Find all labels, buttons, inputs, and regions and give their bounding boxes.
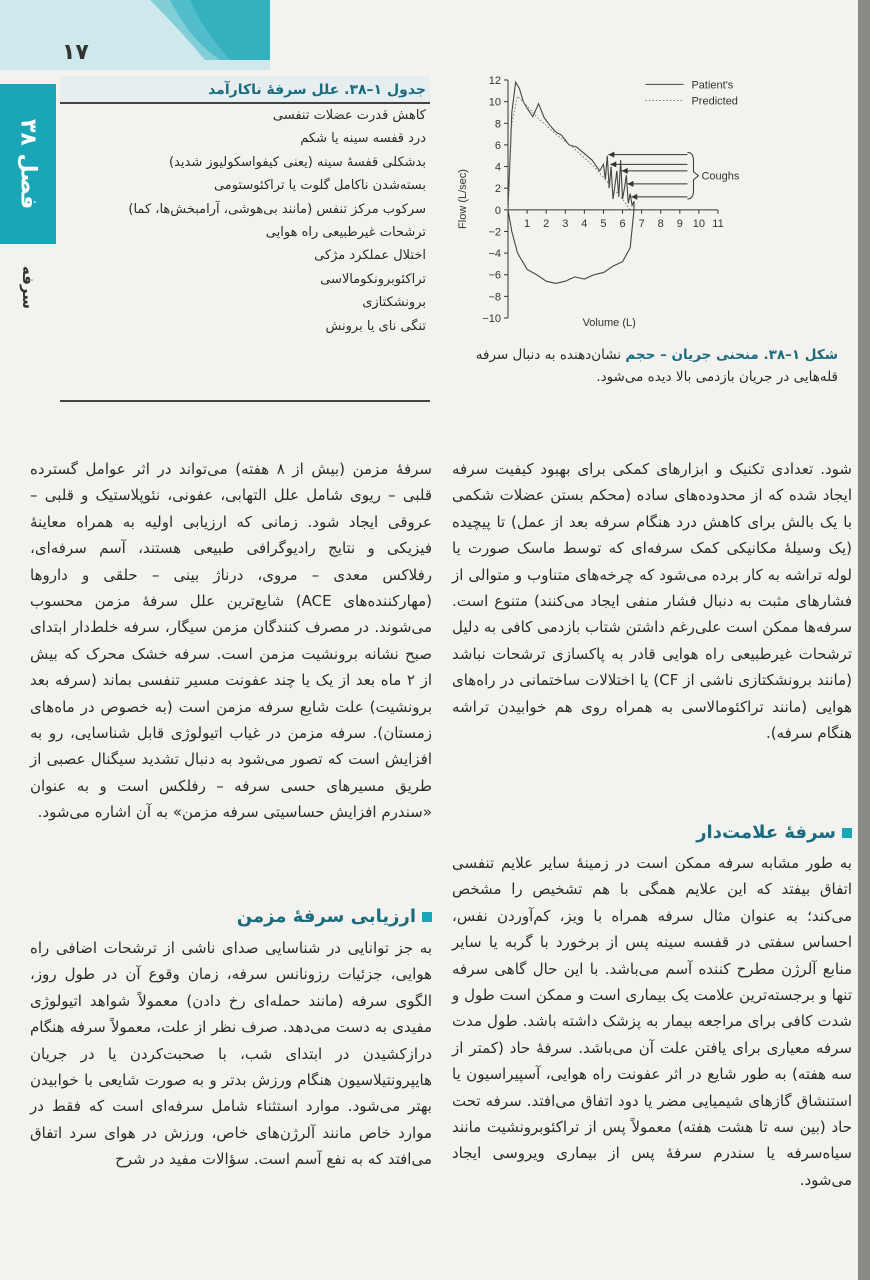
x-tick-label: 9 xyxy=(676,217,683,230)
table-title: جدول ۱–۳۸. علل سرفهٔ ناکارآمد xyxy=(60,76,430,104)
flow-volume-chart xyxy=(440,72,840,334)
paragraph: به جز توانایی در شناسایی صدای ناشی از ترشحات اضافی راه هوایی، جزئیات رزونانس سرفه، زمان وقوع آن در طول روز، الگوی سرفه (مانند حمله‌ای رخ دادن) معمولاً شواهد اتیولوژی مفیدی به دست می‌دهد. صرف نظر از علت، معمولاً سرفه هنگام درازکشیدن در ابتدای شب، با صحبت‌کردن یا در جریان هایپرونتیلاسیون هنگام ورزش بدتر و به صورت شایعی با خوابیدن بهتر می‌شود. موارد استثناء شامل سرفه‌ای است که فقط در موارد خاص مانند آلرژن‌های خاص، ورزش در هوای سرد اتفاق می‌افتد که به نفع آسم است. سؤالات مفید در شرح xyxy=(30,939,432,1169)
y-tick-label: −6 xyxy=(488,269,501,282)
left-column-top xyxy=(30,456,432,826)
chapter-tab-label: فصل ۳۸ xyxy=(15,118,41,210)
chapter-tab xyxy=(0,84,56,244)
paragraph: به طور مشابه سرفه ممکن است در زمینهٔ سایر علایم تنفسی اتفاق بیفتد که این علایم همگی با هم تشخیص را مشخص می‌کند؛ به عنوان مثال سرفه همراه با ویز، کم‌آوردن نفس، احساس سفتی در قفسه سینه پس از برخورد با گربه یا سایر منابع آلرژن مطرح کننده آسم می‌باشد. با این حال گاهی سرفه تنها و برجسته‌ترین علامت یک بیماری است و ممکن است طول و شدت کافی برای مراجعه بیمار به پزشک داشته باشد. طول مدت سرفه معیاری برای یافتن علت آن می‌باشد. سرفهٔ حاد (کمتر از سه هفته) به طور شایع در اثر عفونت راه هوایی، آسپیراسیون یا استنشاق گازهای شیمیایی مضر یا دود اتفاق می‌افتد. سرفه تحت حاد (بین سه تا هشت هفته) معمولاً پس از تراکئوبرونشیت مانند سیاه‌سرفه یا سندرم سرفهٔ پس از بیماری ویروسی ایجاد می‌شود. xyxy=(452,854,852,1189)
table-row: کاهش قدرت عضلات تنفسی xyxy=(272,108,426,123)
table-row: ترشحات غیرطبیعی راه هوایی xyxy=(265,224,426,240)
section-title: سرفهٔ علامت‌دار xyxy=(696,822,836,843)
table-row: سرکوب مرکز تنفس (مانند بی‌هوشی، آرامبخش‌ها، کما) xyxy=(128,201,426,217)
x-tick-label: 5 xyxy=(600,217,607,230)
chapter-side-label: سرفه xyxy=(19,266,37,310)
x-tick-label: 7 xyxy=(638,217,645,230)
page-gutter xyxy=(858,0,870,1280)
y-tick-label: −2 xyxy=(488,226,501,239)
table-row: بدشکلی قفسهٔ سینه (یعنی کیفواسکولیوز شدید) xyxy=(168,154,426,170)
y-tick-label: 4 xyxy=(494,161,501,174)
table-row: اختلال عملکرد مژکی xyxy=(314,248,426,264)
causes-table xyxy=(60,76,430,406)
leaf-decoration xyxy=(150,0,270,60)
x-tick-label: 3 xyxy=(562,217,569,230)
page-number: ۱۷ xyxy=(62,40,89,65)
y-tick-label: 2 xyxy=(494,183,501,196)
table-row: تراکئوبرونکومالاسی xyxy=(320,271,426,287)
figure-caption-text: نشان‌دهنده به دنبال سرفه قله‌هایی در جریان بازدمی بالا دیده می‌شود. xyxy=(475,347,838,385)
left-column-bottom xyxy=(30,935,432,1173)
cough-arrowhead xyxy=(622,168,628,174)
bullet-square-icon xyxy=(842,828,852,838)
paragraph: سرفهٔ مزمن (بیش از ۸ هفته) می‌تواند در اثر عوامل گسترده قلبی – ریوی شامل علل التهابی، عفونی، نئوپلاستیک و قلبی – عروقی ایجاد شود. زمانی که ارزیابی اولیه به همراه معاینهٔ فیزیکی و نتایج رادیوگرافی طبیعی هستند، آسم سرفه‌ای، رفلاکس معدی – مروی، درناژ بینی – حلقی و داروها (مهارکننده‌های ACE) شایع‌ترین علل سرفهٔ مزمن محسوب می‌شوند. در مصرف کنندگان مزمن سیگار، سرفه خلط‌دار ابتدای صبح نشانه برونشیت مزمن است. سرفه خشک محرک که بیش از ۲ ماه بعد از یک یا چند عفونت مسیر تنفسی بماند (سرفه بعد برونشیت) علت شایع سرفه مزمن است (به خصوص در ماه‌های زمستان). سرفه مزمن در غیاب اتیولوژی قابل شناسایی، رو به افزایش است که تصور می‌شود به دنبال تشدید سیگنال عصبی از طریق مسیرهای حسی سرفه – رفلکس است و به عنوان «سندرم افزایش حساسیتی سرفه مزمن» به آن اشاره می‌شود. xyxy=(30,460,432,822)
coughs-brace xyxy=(687,152,698,199)
x-axis-label: Volume (L) xyxy=(582,317,636,329)
table-bottom-rule xyxy=(60,400,430,402)
x-tick-label: 4 xyxy=(581,217,588,230)
cough-arrowhead xyxy=(610,161,616,167)
section-title: ارزیابی سرفهٔ مزمن xyxy=(236,906,416,927)
y-tick-label: 12 xyxy=(488,75,501,87)
right-column-bottom xyxy=(452,850,852,1193)
legend-label-patient: Patient's xyxy=(691,79,734,92)
x-tick-label: 2 xyxy=(543,217,550,230)
section-heading-symptomatic xyxy=(452,820,852,846)
y-tick-label: 6 xyxy=(494,139,501,152)
x-tick-label: 11 xyxy=(712,217,724,230)
bullet-square-icon xyxy=(422,912,432,922)
figure-label: شکل ۱–۳۸. منحنی جریان – حجم xyxy=(625,347,838,363)
right-column-top xyxy=(452,456,852,746)
coughs-annotation: Coughs xyxy=(701,170,740,183)
table-row: درد قفسه سینه یا شکم xyxy=(300,131,426,147)
paragraph: شود. تعدادی تکنیک و ابزارهای کمکی برای بهبود کیفیت سرفه ایجاد شده که از محدوده‌های ساده (محکم بستن عضلات شکمی با یک بالش برای کاهش درد هنگام سرفه بعد از عمل) تا پیچیده (یک وسیلهٔ مکانیکی کمک سرفه‌ای که توسط ماسک صورت یا لوله تراشه به کار برده می‌شود که چرخه‌های متناوب و متوالی از فشارهای مثبت به دنبال فشار منفی ایجاد می‌کنند) متنوع است. سرفه‌ها ممکن است علی‌رغم داشتن شتاب بازدمی کافی به دلیل ترشحات غیرطبیعی راه هوایی قادر به پاکسازی ترشحات نباشد (مانند برونشکتازی ناشی از CF) یا اختلالات ساختمانی در راه‌های هوایی (مانند تراکئومالاسی به همراه روی هم خوابیدن تراشه هنگام سرفه). xyxy=(452,460,852,743)
y-tick-label: 0 xyxy=(494,204,501,217)
cough-arrowhead xyxy=(631,194,637,200)
patient-curve xyxy=(508,82,634,283)
y-tick-label: −4 xyxy=(488,248,501,261)
x-tick-label: 1 xyxy=(524,217,531,230)
y-tick-label: −8 xyxy=(488,291,501,304)
cough-arrowhead xyxy=(627,181,633,187)
x-tick-label: 6 xyxy=(619,217,626,230)
legend-label-predicted: Predicted xyxy=(691,95,738,108)
y-axis-label: Flow (L/sec) xyxy=(457,169,469,229)
y-tick-label: 10 xyxy=(488,96,501,109)
figure-caption xyxy=(438,344,838,388)
table-row: بسته‌شدن ناکامل گلوت یا تراکئوستومی xyxy=(213,178,426,194)
y-tick-label: 8 xyxy=(494,118,501,131)
x-tick-label: 10 xyxy=(692,217,706,230)
section-heading-evaluation xyxy=(30,904,432,930)
table-rows xyxy=(60,104,430,338)
cough-arrowhead xyxy=(608,152,614,158)
y-tick-label: −10 xyxy=(482,313,501,325)
chapter-side-title xyxy=(14,258,42,318)
table-row: تنگی نای یا برونش xyxy=(325,318,426,334)
table-row: برونشکتازی xyxy=(362,295,426,311)
x-tick-label: 8 xyxy=(657,217,664,230)
